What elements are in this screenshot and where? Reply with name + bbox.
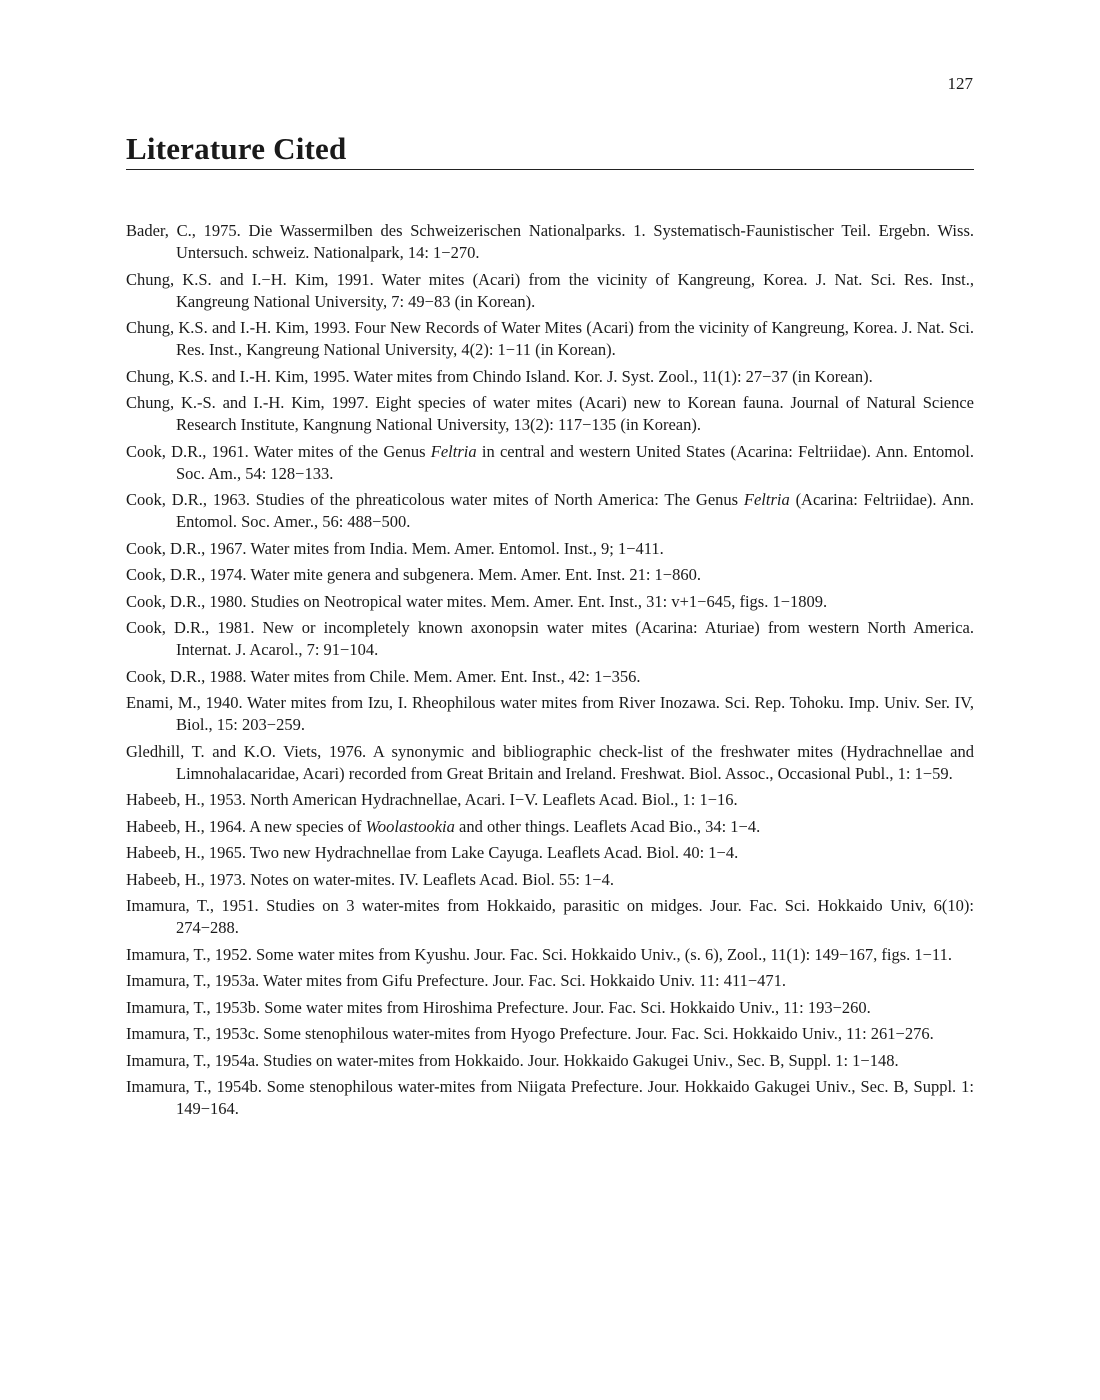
reference-entry <box>126 970 974 992</box>
reference-text: Cook, D.R., 1963. Studies of the phreaticolous water mites of North America: The Genus <box>126 490 744 509</box>
reference-entry <box>126 692 974 736</box>
reference-text: Habeeb, H., 1965. Two new Hydrachnellae from Lake Cayuga. Leaflets Acad. Biol. 40: 1−4. <box>126 843 739 862</box>
reference-text: Cook, D.R., 1967. Water mites from India. Mem. Amer. Entomol. Inst., 9; 1−411. <box>126 538 664 558</box>
reference-text: Chung, K.S. and I.−H. Kim, 1991. Water mites (Acari) from the vicinity of Kangreung, Korea. J. Nat. Sci. Res. Inst., Kangreung National University, 7: 49−83 (in Korean). <box>126 269 974 311</box>
reference-entry <box>126 591 974 613</box>
reference-text: Imamura, T., 1954a. Studies on water-mites from Hokkaido. Jour. Hokkaido Gakugei Univ., Sec. B, Suppl. 1: 1−148. <box>126 1050 899 1070</box>
reference-text: Imamura, T., 1951. Studies on 3 water-mites from Hokkaido, parasitic on midges. Jour. Fac. Sci. Hokkaido Univ, 6(10): 274−288. <box>126 896 974 937</box>
reference-text: Imamura, T., 1953c. Some stenophilous water-mites from Hyogo Prefecture. Jour. Fac. Sci. Hokkaido Univ., 11: 261−276. <box>126 1024 934 1043</box>
reference-entry <box>126 269 974 313</box>
reference-entry <box>126 944 974 966</box>
reference-text: Chung, K.S. and I.-H. Kim, 1993. Four New Records of Water Mites (Acari) from the vicinity of Kangreung, Korea. J. Nat. Sci. Res. Inst., Kangreung National University, 4(2): 1−11 (in Korean). <box>126 318 974 359</box>
reference-text: Enami, M., 1940. Water mites from Izu, I. Rheophilous water mites from River Inozawa. Sci. Rep. Tohoku. Imp. Univ. Ser. IV, Biol., 15: 203−259. <box>126 693 974 734</box>
reference-entry <box>126 366 974 388</box>
reference-text: Habeeb, H., 1953. North American Hydrachnellae, Acari. I−V. Leaflets Acad. Biol., 1: 1−16. <box>126 790 738 809</box>
reference-entry <box>126 816 974 838</box>
reference-text: Cook, D.R., 1974. Water mite genera and subgenera. Mem. Amer. Ent. Inst. 21: 1−860. <box>126 565 701 584</box>
reference-text: Habeeb, H., 1973. Notes on water-mites. IV. Leaflets Acad. Biol. 55: 1−4. <box>126 869 614 889</box>
reference-text: Imamura, T., 1952. Some water mites from Kyushu. Jour. Fac. Sci. Hokkaido Univ., (s. 6), Zool., 11(1): 149−167, figs. 1−11. <box>126 944 952 964</box>
reference-text: Chung, K.-S. and I.-H. Kim, 1997. Eight species of water mites (Acari) new to Korean fauna. Journal of Natural Science Research Institute, Kangnung National University, 13(2): 117−135 (in Korean). <box>126 393 974 434</box>
reference-entry <box>126 317 974 361</box>
reference-entry <box>126 789 974 811</box>
reference-entry <box>126 1076 974 1120</box>
reference-text: Bader, C., 1975. Die Wassermilben des Schweizerischen Nationalparks. 1. Systematisch-Faunistischer Teil. Ergebn. Wiss. Untersuch. schweiz. Nationalpark, 14: 1−270. <box>126 221 974 262</box>
reference-list <box>126 220 974 1125</box>
reference-entry <box>126 869 974 891</box>
reference-italic-taxon: Feltria <box>430 441 477 461</box>
reference-text: Imamura, T., 1953b. Some water mites from Hiroshima Prefecture. Jour. Fac. Sci. Hokkaido Univ., 11: 193−260. <box>126 997 871 1017</box>
reference-entry <box>126 1023 974 1045</box>
reference-text: Cook, D.R., 1961. Water mites of the Genus <box>126 441 431 461</box>
reference-entry <box>126 392 974 436</box>
reference-entry <box>126 895 974 939</box>
reference-entry <box>126 997 974 1019</box>
reference-entry <box>126 538 974 560</box>
reference-text: Chung, K.S. and I.-H. Kim, 1995. Water mites from Chindo Island. Kor. J. Syst. Zool., 11(1): 27−37 (in Korean). <box>126 366 873 386</box>
reference-text: Imamura, T., 1953a. Water mites from Gifu Prefecture. Jour. Fac. Sci. Hokkaido Univ. 11: 411−471. <box>126 971 787 990</box>
reference-text-cont: in central and western United States (Acarina: Feltriidae). Ann. Entomol. Soc. Am., 54: 128−133. <box>176 441 974 483</box>
page-number: 127 <box>947 74 973 93</box>
reference-entry <box>126 666 974 688</box>
section-heading <box>126 131 974 170</box>
reference-entry <box>126 617 974 661</box>
reference-text: Habeeb, H., 1964. A new species of <box>126 816 366 836</box>
reference-entry <box>126 441 974 485</box>
reference-text-cont: (Acarina: Feltriidae). Ann. Entomol. Soc. Amer., 56: 488−500. <box>176 490 974 531</box>
reference-italic-taxon: Woolastookia <box>365 816 455 836</box>
reference-text: Cook, D.R., 1988. Water mites from Chile. Mem. Amer. Ent. Inst., 42: 1−356. <box>126 666 641 686</box>
reference-entry <box>126 741 974 785</box>
reference-entry <box>126 564 974 586</box>
reference-entry <box>126 1050 974 1072</box>
reference-entry <box>126 220 974 264</box>
reference-text-cont: and other things. Leaflets Acad Bio., 34: 1−4. <box>454 816 761 836</box>
reference-entry <box>126 489 974 533</box>
page-title: Literature Cited <box>126 131 347 166</box>
reference-text: Cook, D.R., 1980. Studies on Neotropical water mites. Mem. Amer. Ent. Inst., 31: v+1−645, figs. 1−1809. <box>126 591 828 611</box>
reference-entry <box>126 842 974 864</box>
reference-text: Imamura, T., 1954b. Some stenophilous water-mites from Niigata Prefecture. Jour. Hokkaido Gakugei Univ., Sec. B, Suppl. 1: 149−164. <box>126 1077 974 1118</box>
reference-italic-taxon: Feltria <box>743 490 790 509</box>
reference-text: Cook, D.R., 1981. New or incompletely known axonopsin water mites (Acarina: Aturiae) from western North America. Internat. J. Acarol., 7: 91−104. <box>126 618 974 659</box>
reference-text: Gledhill, T. and K.O. Viets, 1976. A synonymic and bibliographic check-list of the freshwater mites (Hydrachnellae and Limnohalacaridae, Acari) recorded from Great Britain and Ireland. Freshwat. Biol. Assoc., Occasional Publ., 1: 1−59. <box>126 741 974 783</box>
